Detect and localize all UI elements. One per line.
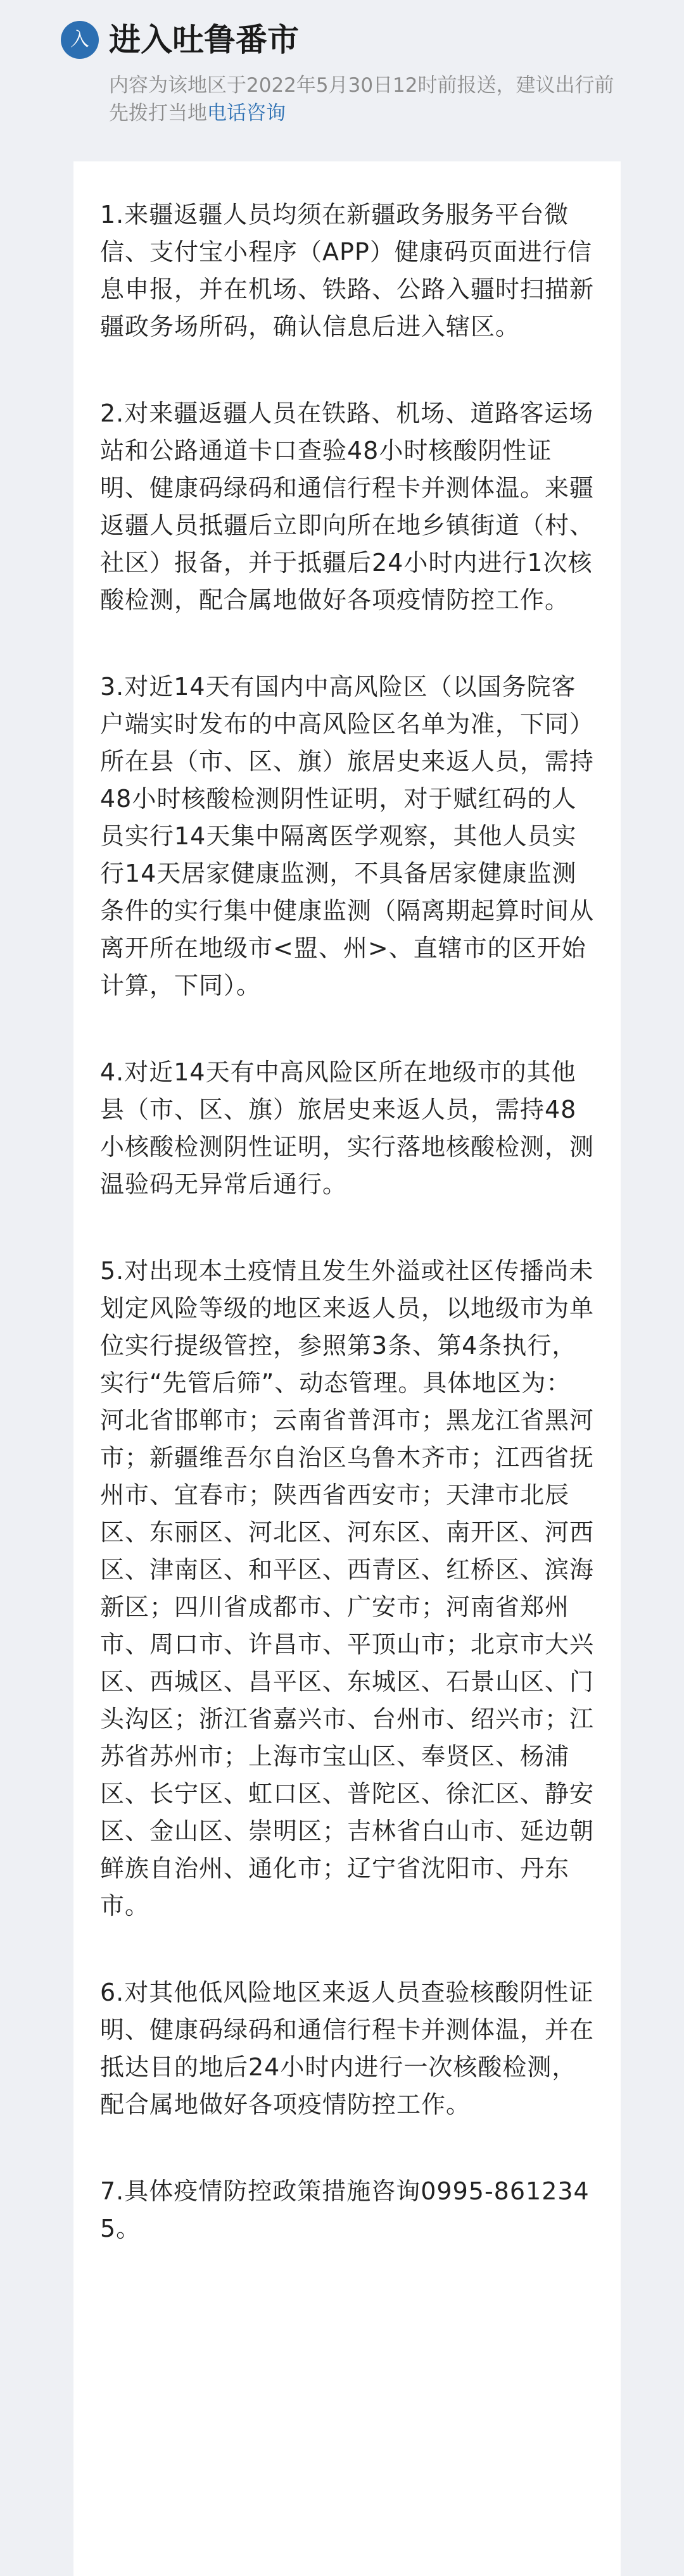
report-notice [109,72,628,127]
enter-icon: 入 [61,21,99,59]
policy-item-2: 2.对来疆返疆人员在铁路、机场、道路客运场站和公路通道卡口查验48小时核酸阴性证明、健康码绿码和通信行程卡并测体温。来疆返疆人员抵疆后立即向所在地乡镇街道（村、社区）报备，并于抵疆后24小时内进行1次核酸检测，配合属地做好各项疫情防控工作。 [100,399,595,614]
phone-consult-link[interactable]: 电话咨询 [207,102,286,125]
policy-item-5: 5.对出现本土疫情且发生外溢或社区传播尚未划定风险等级的地区来返人员，以地级市为单位实行提级管控，参照第3条、第4条执行，实行“先管后筛”、动态管理。具体地区为：河北省邯郸市；云南省普洱市；黑龙江省黑河市；新疆维吾尔自治区乌鲁木齐市；江西省抚州市、宜春市；陕西省西安市；天津市北辰区、东丽区、河北区、河东区、南开区、河西区、津南区、和平区、西青区、红桥区、滨海新区；四川省成都市、广安市；河南省郑州市、周口市、许昌市、平顶山市；北京市大兴区、西城区、昌平区、东城区、石景山区、门头沟区；浙江省嘉兴市、台州市、绍兴市；江苏省苏州市；上海市宝山区、奉贤区、杨浦区、长宁区、虹口区、普陀区、徐汇区、静安区、金山区、崇明区；吉林省白山市、延边朝鲜族自治州、通化市；辽宁省沈阳市、丹东市。 [100,1257,595,1920]
policy-item-1: 1.来疆返疆人员均须在新疆政务服务平台微信、支付宝小程序（APP）健康码页面进行信息申报，并在机场、铁路、公路入疆时扫描新疆政务场所码，确认信息后进入辖区。 [100,201,595,341]
policy-card [73,161,621,2576]
policy-item-3: 3.对近14天有国内中高风险区（以国务院客户端实时发布的中高风险区名单为准，下同）所在县（市、区、旗）旅居史来返人员，需持48小时核酸检测阴性证明，对于赋红码的人员实行14天集中隔离医学观察，其他人员实行14天居家健康监测，不具备居家健康监测条件的实行集中健康监测（隔离期起算时间从离开所在地级市<盟、州>、直辖市的区开始计算，下同）。 [100,673,595,999]
policy-item-7: 7.具体疫情防控政策措施咨询0995-8612345。 [100,2177,590,2242]
report-notice-text: 内容为该地区于2022年5月30日12时前报送，建议出行前先拨打当地 [109,74,614,125]
region-header [0,0,684,161]
policy-item-6: 6.对其他低风险地区来返人员查验核酸阴性证明、健康码绿码和通信行程卡并测体温，并在抵达目的地后24小时内进行一次核酸检测，配合属地做好各项疫情防控工作。 [100,1979,595,2118]
policy-item-4: 4.对近14天有中高风险区所在地级市的其他县（市、区、旗）旅居史来返人员，需持48小核酸检测阴性证明，实行落地核酸检测，测温验码无异常后通行。 [100,1058,595,1198]
page-title: 进入吐鲁番市 [109,22,299,58]
